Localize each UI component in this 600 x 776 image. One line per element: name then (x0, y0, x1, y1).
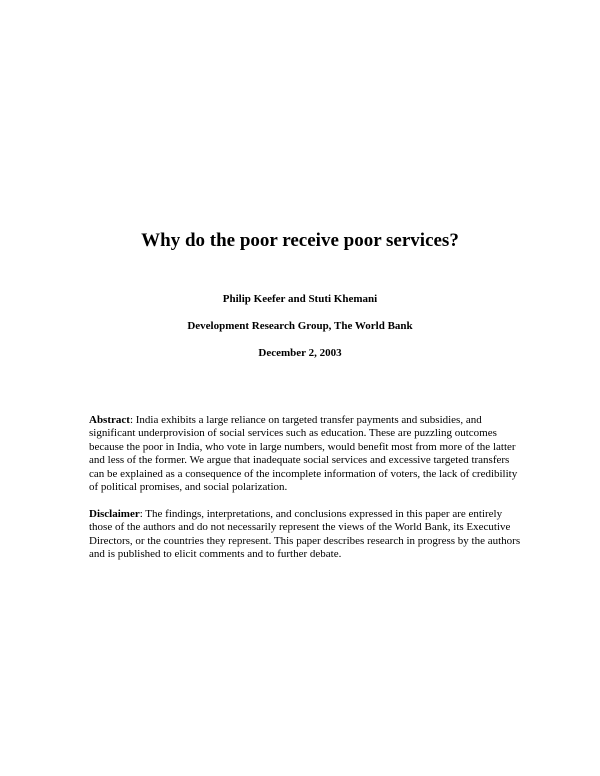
disclaimer-paragraph (89, 508, 525, 562)
disclaimer-label: Disclaimer (89, 508, 140, 520)
abstract-label: Abstract (89, 414, 130, 426)
paper-affiliation: Development Research Group, The World Bank (187, 320, 413, 332)
abstract-paragraph (89, 414, 525, 494)
disclaimer-text: : The findings, interpretations, and conclusions expressed in this paper are entirely those of the authors and do not necessarily represent the views of the World Bank, its Executive Directors, or the countries they represent. This paper describes research in progress by the authors and is published to elicit comments and to further debate. (89, 508, 521, 561)
paper-date: December 2, 2003 (258, 347, 342, 359)
abstract-text: : India exhibits a large reliance on targeted transfer payments and subsidies, and significant underprovision of social services such as education. These are puzzling outcomes because the poor in India, who vote in large numbers, would benefit most from more of the latter and less of the former. We argue that inadequate social services and excessive targeted transfers can be explained as a consequence of the incomplete information of voters, the lack of credibility of political promises, and social polarization. (89, 414, 518, 494)
paper-title: Why do the poor receive poor services? (141, 230, 459, 251)
paper-authors: Philip Keefer and Stuti Khemani (222, 293, 378, 305)
